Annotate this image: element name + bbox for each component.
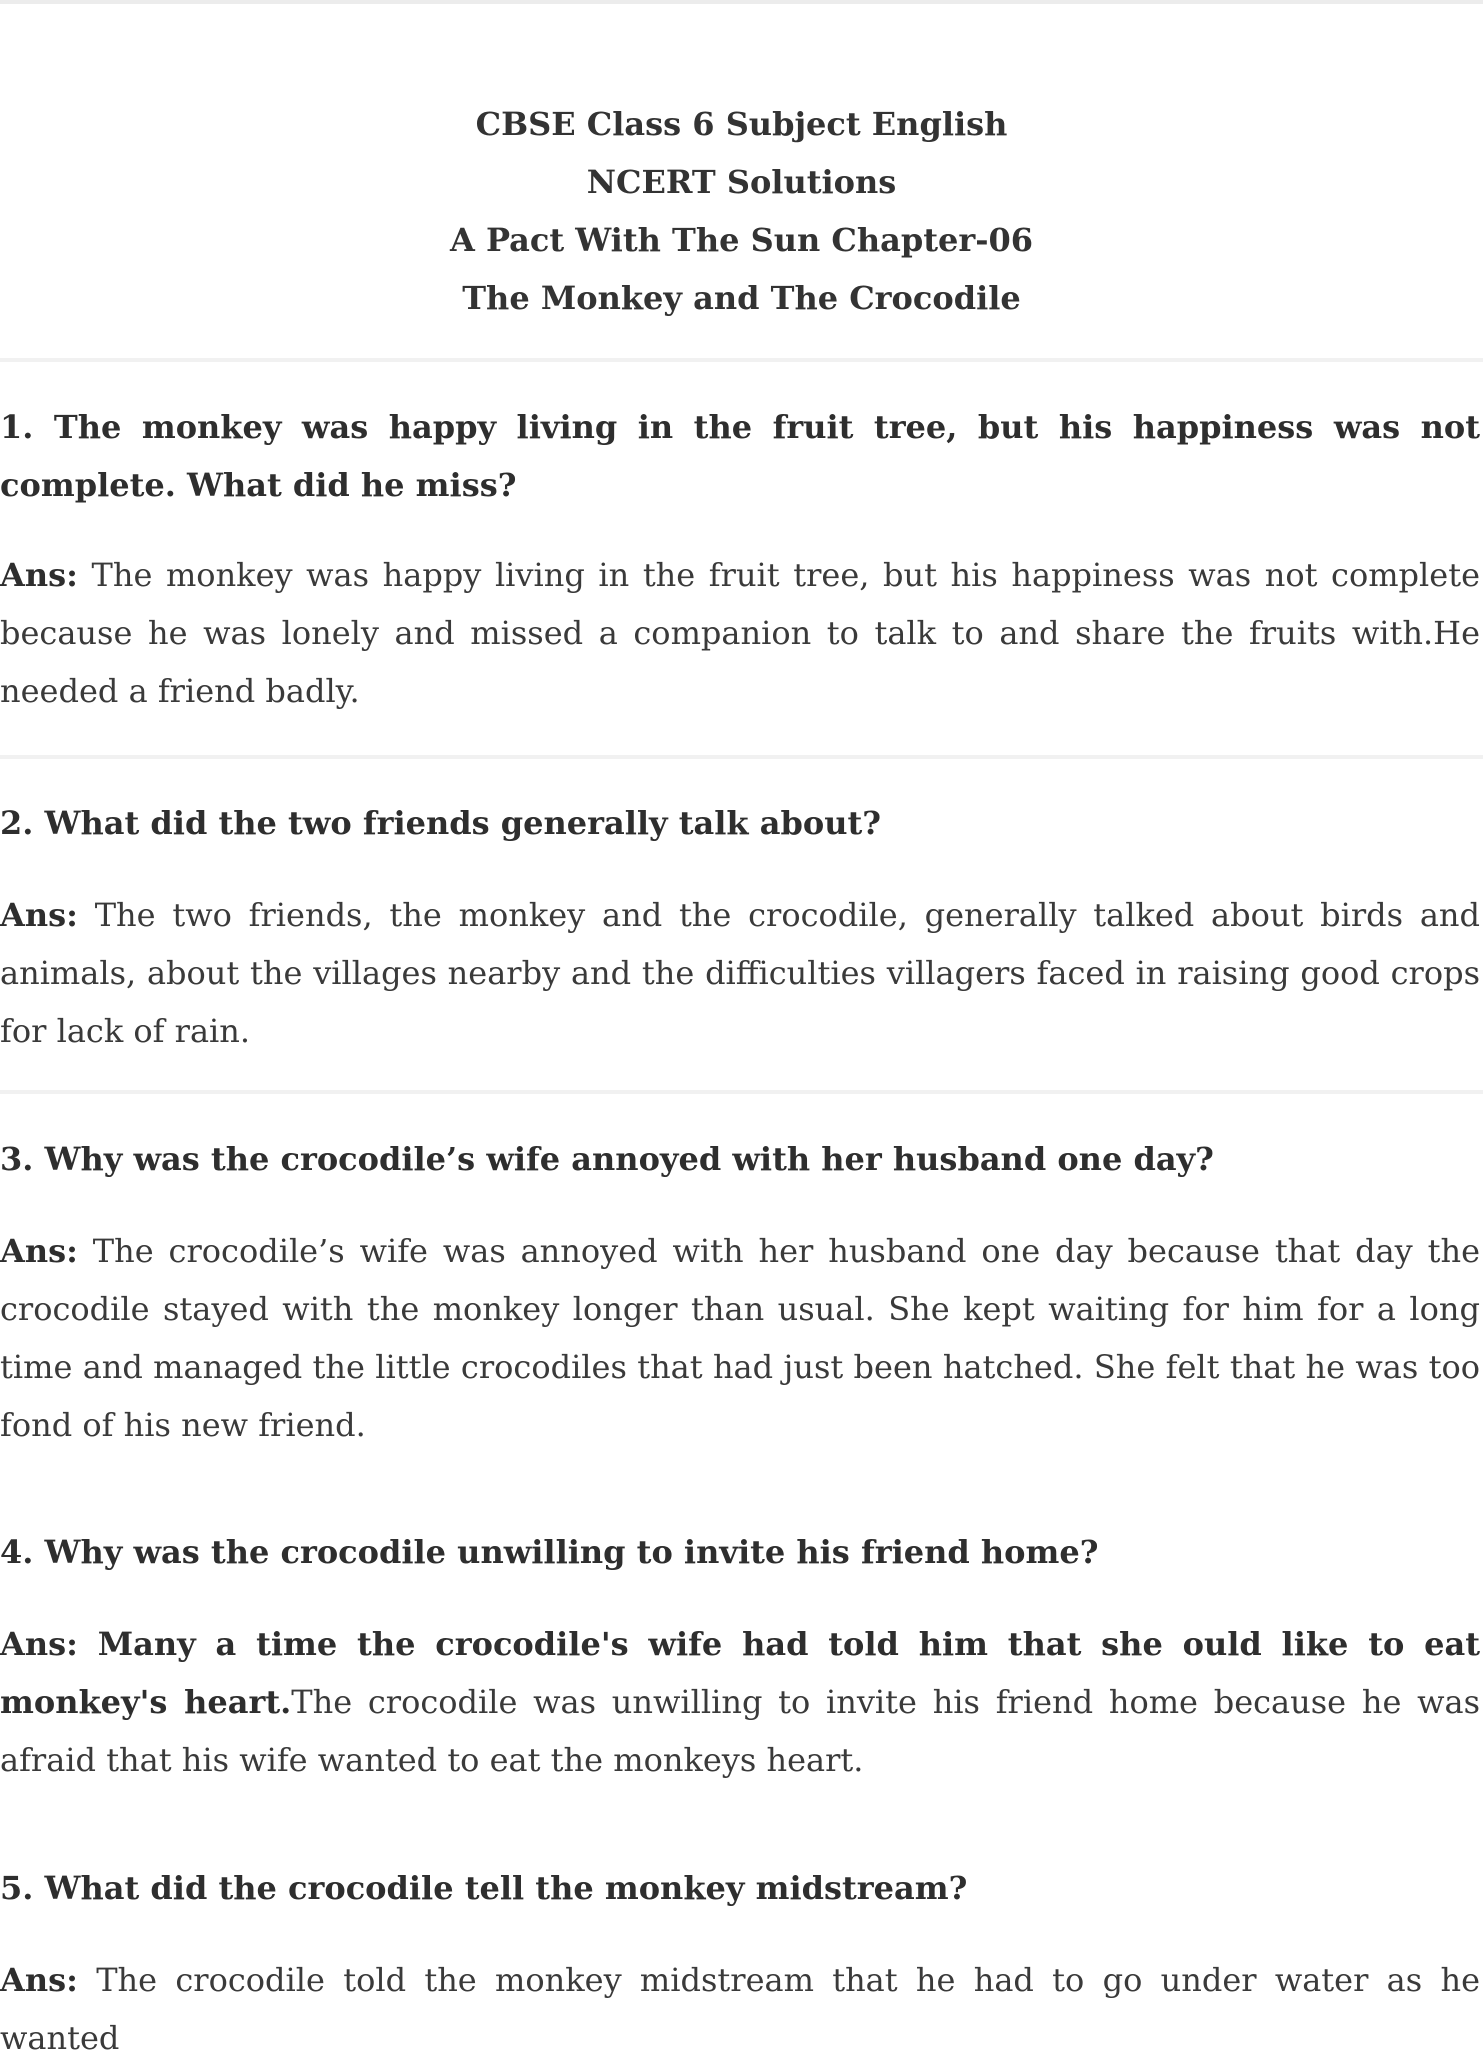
answer-label: Ans: — [0, 896, 78, 934]
answer-2 — [0, 886, 1480, 1060]
question-1: 1. The monkey was happy living in the fruit tree, but his happiness was not complete. What did he miss? — [0, 408, 1480, 504]
answer-text: The crocodile’s wife was annoyed with her husband one day because that day the crocodile stayed with the monkey longer than usual. She kept waiting for him for a long time and managed the little crocodiles that had just been hatched. She felt that he was too fond of his new friend. — [0, 1232, 1480, 1444]
question-2: 2. What did the two friends generally talk about? — [0, 804, 881, 842]
section-divider — [0, 755, 1483, 759]
qa-item-5 — [0, 1859, 1480, 2067]
section-divider — [0, 1090, 1483, 1094]
qa-item-1 — [0, 398, 1480, 720]
answer-4 — [0, 1615, 1480, 1789]
question-5: 5. What did the crocodile tell the monkey midstream? — [0, 1869, 968, 1907]
header-solutions: NCERT Solutions — [586, 163, 897, 201]
document-header — [0, 95, 1483, 327]
answer-label: Ans: — [0, 1232, 78, 1270]
header-chapter-title: The Monkey and The Crocodile — [462, 279, 1021, 317]
section-divider — [0, 358, 1483, 362]
answer-text: The crocodile told the monkey midstream that he had to go under water as he wanted — [0, 1961, 1480, 2057]
header-board-class: CBSE Class 6 Subject English — [475, 105, 1008, 143]
answer-text: The crocodile was unwilling to invite his friend home because he was afraid that his wife wanted to eat the monkeys heart. — [0, 1683, 1481, 1779]
question-4: 4. Why was the crocodile unwilling to invite his friend home? — [0, 1533, 1099, 1571]
answer-3 — [0, 1222, 1480, 1454]
answer-text: The two friends, the monkey and the crocodile, generally talked about birds and animals, about the villages nearby and the difficulties villagers faced in raising good crops for lack of rain. — [0, 896, 1480, 1050]
qa-item-3 — [0, 1130, 1480, 1454]
answer-bold-text: Many a time the crocodile's wife had told him that she ould like to eat monkey's heart. — [0, 1625, 1480, 1721]
answer-5 — [0, 1951, 1480, 2067]
answer-text: The monkey was happy living in the fruit tree, but his happiness was not complete because he was lonely and missed a companion to talk to and share the fruits with.He needed a friend badly. — [0, 556, 1480, 710]
answer-label: Ans: — [0, 1961, 78, 1999]
header-book-chapter: A Pact With The Sun Chapter-06 — [449, 221, 1034, 259]
answer-label: Ans: — [0, 1625, 78, 1663]
answer-label: Ans: — [0, 556, 78, 594]
answer-1 — [0, 546, 1480, 720]
question-3: 3. Why was the crocodile’s wife annoyed with her husband one day? — [0, 1140, 1214, 1178]
top-divider — [0, 0, 1483, 4]
qa-item-4 — [0, 1523, 1480, 1789]
qa-item-2 — [0, 794, 1480, 1060]
